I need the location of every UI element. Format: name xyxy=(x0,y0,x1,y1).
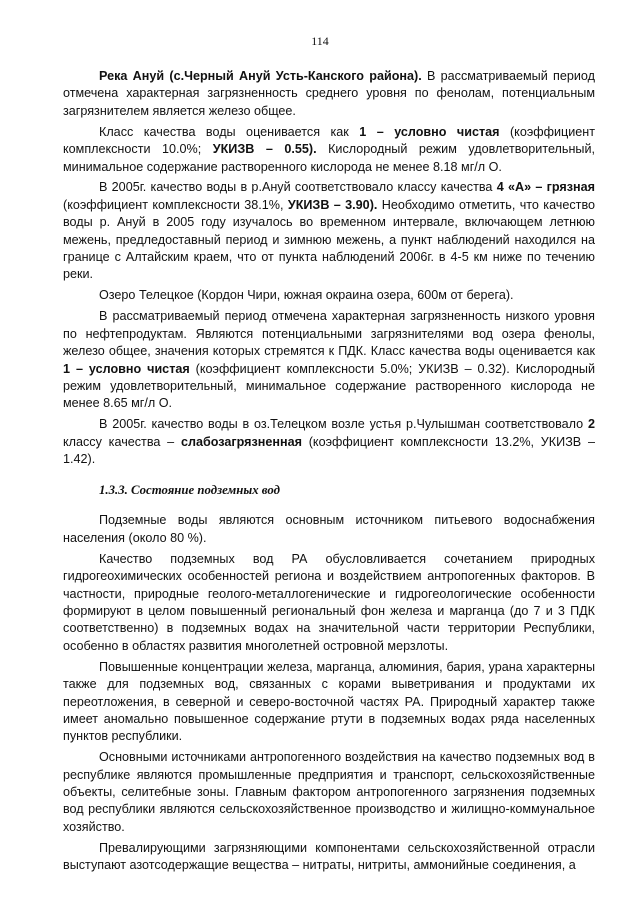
paragraph-text: Класс качества воды оценивается как xyxy=(99,124,360,139)
paragraph-elevated-concentrations: Повышенные концентрации железа, марганца, алюминия, бария, урана характерны также для подземных вод, связанных с корами выветривания и продуктами их переотложения, в северной и северо-восточной частях РА. Природный характер также имеет аномально повышенное содержание ртути в подземных водах ряда населенных пунктов республики. xyxy=(63,659,595,744)
quality-class-value: 4 «А» – грязная xyxy=(496,180,595,195)
river-anuy-heading: Река Ануй (с.Черный Ануй Усть-Канского района). xyxy=(99,69,422,83)
section-heading-groundwater: 1.3.3. Состояние подземных вод xyxy=(99,483,280,498)
paragraph-text: (коэффициент комплексности 38.1%, xyxy=(63,197,288,212)
quality-class-value: 1 – условно чистая xyxy=(63,361,190,376)
paragraph-anuy-quality-class xyxy=(63,124,595,176)
document-body xyxy=(63,68,595,878)
paragraph-lake-teletskoye-quality xyxy=(63,308,595,412)
quality-class-value: 1 – условно чистая xyxy=(359,124,500,139)
paragraph-groundwater-source: Подземные воды являются основным источником питьевого водоснабжения населения (около 80 %). xyxy=(63,513,595,545)
paragraph-text: В 2005г. качество воды в р.Ануй соответствовало классу качества xyxy=(99,180,497,195)
paragraph-anthropogenic-sources: Основными источниками антропогенного воздействия на качество подземных вод в республике являются промышленные предприятия и транспорт, сельскохозяйственные объекты, селитебные зоны. Главным фактором антропогенного загрязнения подземных вод республики являются сельскохозяйственное производство и жилищно-коммунальное хозяйство. xyxy=(63,750,595,834)
paragraph-text: (коэффициент комплексности 5.0%; УКИЗВ – 0.32). Кислородный режим удовлетворительный, минимальное содержание растворенного кислорода не менее 8.65 мг/л О. xyxy=(63,361,595,411)
ukizv-value: УКИЗВ – 3.90). xyxy=(287,197,378,212)
paragraph-text: (коэффициент комплексности 13.2%, УКИЗВ – 1.42). xyxy=(63,434,595,467)
paragraph-text: (коэффициент комплексности 10.0%; xyxy=(63,124,595,157)
paragraph-agricultural-pollutants: Превалирующими загрязняющими компонентами сельскохозяйственной отрасли выступают азотсодержащие вещества – нитраты, нитриты, аммонийные соединения, а xyxy=(63,840,595,873)
paragraph-text: В рассматриваемый период отмечена характерная загрязненность низкого уровня по нефтепродуктам. Являются потенциальными загрязнителями вод озера фенолы, железо общее, значения которых стремятся к ПДК. Класс качества воды оценивается как xyxy=(63,309,595,359)
paragraph-text: классу качества – xyxy=(63,434,181,449)
paragraph-text: В 2005г. качество воды в оз.Телецком возле устья р.Чулышман соответствовало xyxy=(99,417,588,432)
paragraph-text: Кислородный режим удовлетворительный, минимальное содержание растворенного кислорода не менее 8.18 мг/л О. xyxy=(63,142,595,174)
ukizv-value: УКИЗВ – 0.55). xyxy=(212,142,317,157)
paragraph-anuy-2005 xyxy=(63,179,595,283)
page-number: 114 xyxy=(311,34,329,48)
paragraph-groundwater-quality: Качество подземных вод РА обусловливается сочетанием природных гидрогеохимических особенностей региона и воздействием антропогенных факторов. В частности, природные геолого-металлогенические и гидрогеологические особенности формируют в целом повышенный региональный фон железа и марганца (до 7 и 3 ПДК соответственно) в подземных водах на значительной части территории Республики, особенно в областях развития многолетней островной мерзлоты. xyxy=(63,551,595,653)
paragraph-lake-teletskoye: Озеро Телецкое (Кордон Чири, южная окраина озера, 600м от берега). xyxy=(99,288,514,303)
paragraph-lake-teletskoye-2005 xyxy=(63,416,595,468)
paragraph-text: Необходимо отметить, что качество воды р. Ануй в 2005 году изучалось во временном интервале, включающем летнюю межень, предледоставный период и зимнюю межень, а пункт наблюдений находился на границе с Алтайским краем, что от пункта наблюдений 2006г. в 4-5 км ниже по течению реки. xyxy=(63,197,595,282)
paragraph-anuy-river xyxy=(63,68,595,120)
paragraph-text: В рассматриваемый период отмечена характерная загрязненность среднего уровня по фенолам, потенциальным загрязнителем является железо общее. xyxy=(63,69,595,118)
quality-class-value: слабозагрязненная xyxy=(180,434,302,449)
quality-class-number: 2 xyxy=(587,417,595,432)
